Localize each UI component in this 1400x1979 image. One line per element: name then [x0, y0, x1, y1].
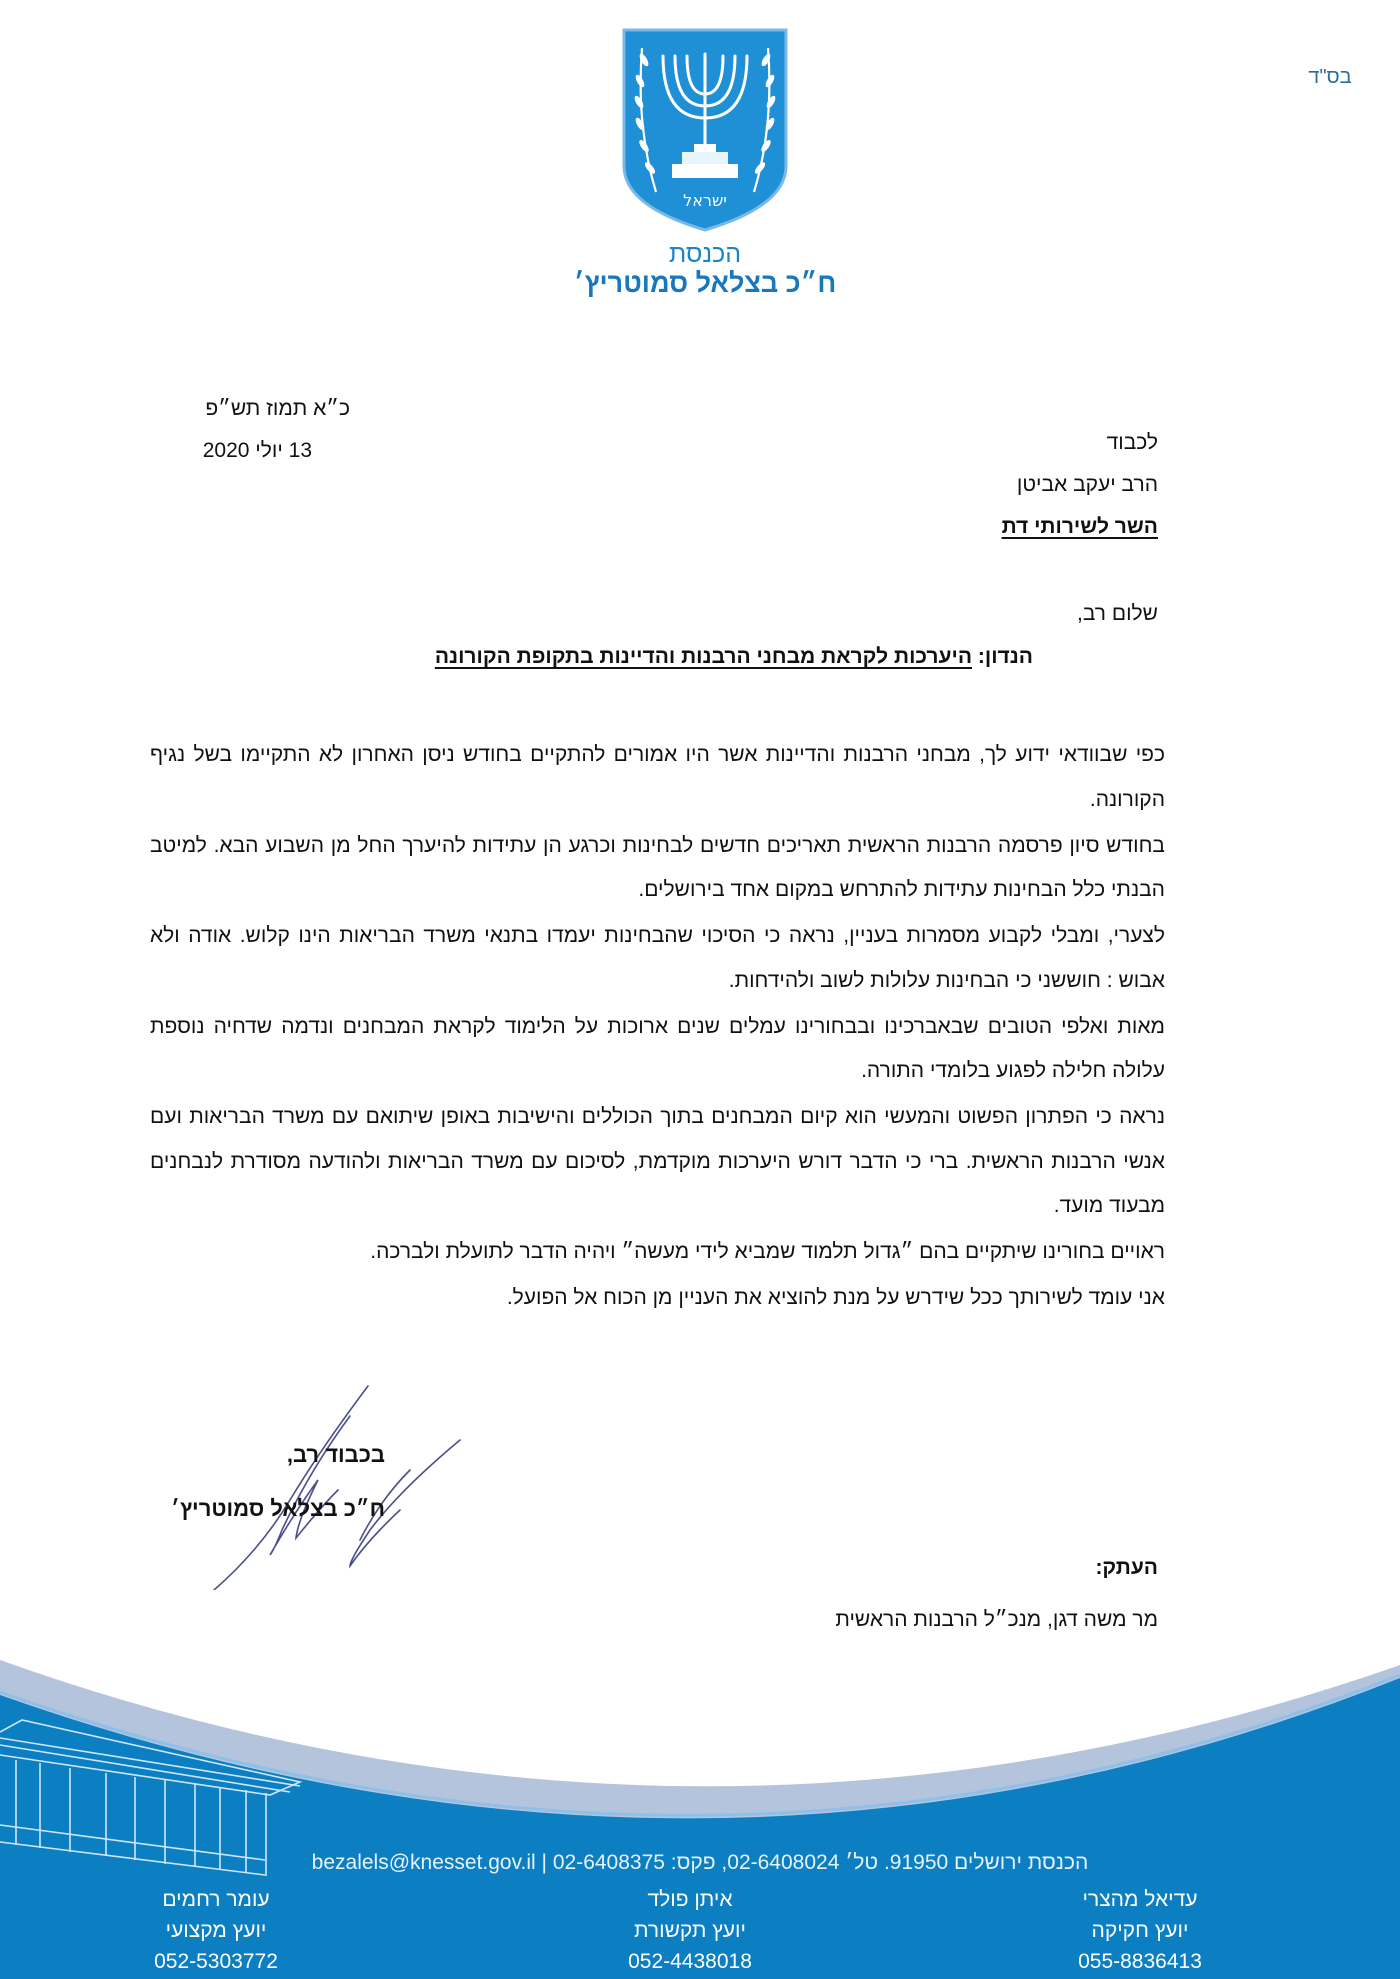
- staff-phone: 055-8836413: [1078, 1950, 1202, 1973]
- closing: בכבוד רב,: [286, 1442, 385, 1467]
- date-hebrew: כ״א תמוז תש״פ: [205, 397, 350, 420]
- staff-name: איתן פולד: [647, 1888, 733, 1911]
- staff-name: עדיאל מהצרי: [1082, 1888, 1198, 1911]
- emblem-caption: ישראל: [683, 191, 727, 210]
- body-paragraph: נראה כי הפתרון הפשוט והמעשי הוא קיום המבחנים בתוך הכוללים והישיבות באופן שיתואם עם משרד הבריאות ועם אנשי הרבנות הראשית. ברי כי הדבר דורש היערכות מוקדמת, לסיכום עם משרד הבריאות ולהודעה מסודרת לנבחנים מבעוד מועד.: [150, 1105, 1165, 1217]
- body-paragraph: מאות ואלפי הטובים שבאברכינו ובבחורינו עמלים שנים ארוכות על הלימוד לקראת המבחנים ונדמה שדחיה נוספת עלולה חלילה לפגוע בלומדי התורה.: [150, 1014, 1165, 1082]
- subject-label: הנדון:: [977, 645, 1033, 668]
- addressee-salutation: לכבוד: [1106, 431, 1158, 454]
- body-paragraph: בחודש סיון פרסמה הרבנות הראשית תאריכים חדשים לבחינות וכרגע הן עתידות להיערך החל מן השבוע הבא. למיטב הבנתי כלל הבחינות עתידות להתרחש במקום אחד בירושלים.: [150, 833, 1165, 901]
- bsd-mark: בס"ד: [1308, 66, 1352, 88]
- body-paragraph: כפי שבוודאי ידוע לך, מבחני הרבנות והדיינות אשר היו אמורים להתקיים בחודש ניסן האחרון לא התקיימו בשל נגיף הקורונה.: [150, 743, 1165, 811]
- body-paragraph: ראויים בחורינו שיתקיים בהם ״גדול תלמוד שמביא לידי מעשה״ ויהיה הדבר לתועלת ולברכה.: [370, 1240, 1165, 1263]
- letter-body: [150, 733, 1165, 1322]
- body-paragraph: לצערי, ומבלי לקבוע מסמרות בעניין, נראה כי הסיכוי שהבחינות יעמדו בתנאי משרד הבריאות הינו קלוש. אודה ולא אבוש : חוששני כי הבחינות עלולות לשוב ולהידחות.: [150, 924, 1165, 992]
- staff-role: יועץ מקצועי: [165, 1919, 267, 1942]
- date-gregorian: 13 יולי 2020: [202, 439, 312, 462]
- institution-name: הכנסת: [668, 240, 742, 268]
- letterhead-mk-name: ח״כ בצלאל סמוטריץ׳: [573, 268, 837, 298]
- staff-role: יועץ תקשורת: [634, 1919, 746, 1942]
- staff-name: עומר רחמים: [162, 1888, 270, 1911]
- staff-member: [116, 1884, 316, 1977]
- cc-recipient: מר משה דגן, מנכ״ל הרבנות הראשית: [835, 1608, 1158, 1631]
- subject-line: [435, 646, 1033, 667]
- signatory-name: ח״כ בצלאל סמוטריץ׳: [171, 1496, 385, 1521]
- body-paragraph: אני עומד לשירותך ככל שידרש על מנת להוציא את העניין מן הכוח אל הפועל.: [506, 1286, 1165, 1309]
- staff-member: [590, 1884, 790, 1977]
- state-emblem-logo: [620, 26, 790, 234]
- staff-phone: 052-4438018: [628, 1950, 752, 1973]
- subject-text: היערכות לקראת מבחני הרבנות והדיינות בתקופת הקורונה: [434, 645, 973, 668]
- addressee-name: הרב יעקב אביטן: [1016, 473, 1158, 496]
- staff-role: יועץ חקיקה: [1091, 1919, 1189, 1942]
- cc-label: העתק:: [1095, 1556, 1158, 1579]
- handwritten-signature: [200, 1380, 470, 1590]
- greeting: שלום רב,: [1077, 602, 1158, 625]
- footer-contact-line: הכנסת ירושלים 91950. טל׳ 02-6408024, פקס: 02-6408375 | bezalels@knesset.gov.il: [311, 1851, 1089, 1874]
- staff-phone: 052-5303772: [154, 1950, 278, 1973]
- staff-member: [1040, 1884, 1240, 1977]
- addressee-title: השר לשירותי דת: [1001, 515, 1158, 538]
